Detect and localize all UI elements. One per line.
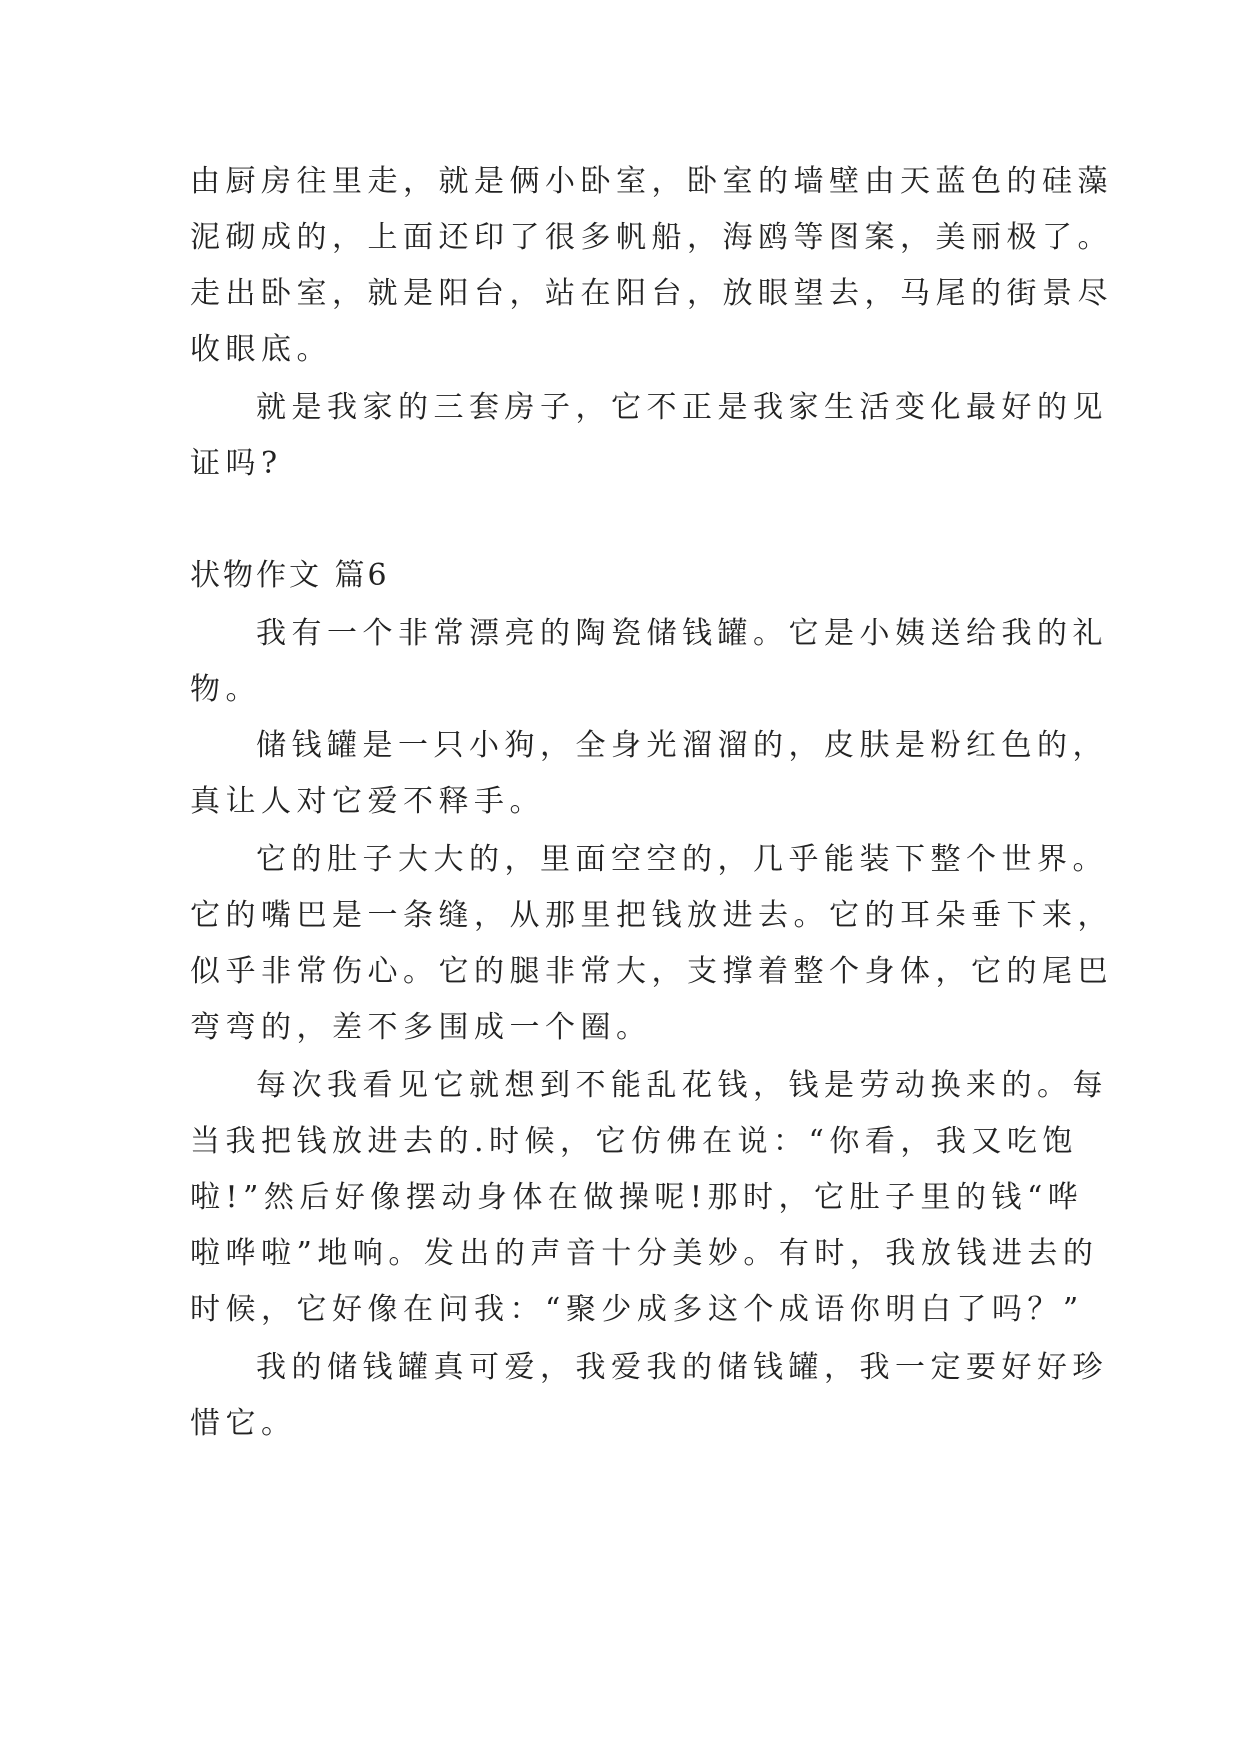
paragraph-line: 储钱罐是一只小狗，全身光溜溜的，皮肤是粉红色的， — [256, 728, 1108, 763]
paragraph-line: 证吗? — [190, 446, 283, 481]
paragraph-line: 真让人对它爱不释手。 — [190, 784, 545, 819]
paragraph-line: 我的储钱罐真可爱，我爱我的储钱罐，我一定要好好珍 — [256, 1350, 1108, 1385]
paragraph-line: 惜它。 — [190, 1406, 297, 1441]
paragraph-line: 当我把钱放进去的.时候，它仿佛在说：“你看，我又吃饱 — [190, 1124, 1078, 1159]
paragraph-line: 它的肚子大大的，里面空空的，几乎能装下整个世界。 — [256, 842, 1108, 877]
paragraph-line: 它的嘴巴是一条缝，从那里把钱放进去。它的耳朵垂下来， — [190, 898, 1113, 933]
paragraph-line: 就是我家的三套房子，它不正是我家生活变化最好的见 — [256, 390, 1108, 425]
paragraph-line: 啦哗啦”地响。发出的声音十分美妙。有时，我放钱进去的 — [190, 1236, 1099, 1271]
paragraph-line: 泥砌成的，上面还印了很多帆船，海鸥等图案，美丽极了。 — [190, 220, 1113, 255]
paragraph-line: 啦!”然后好像摆动身体在做操呢!那时，它肚子里的钱“哗 — [190, 1180, 1084, 1215]
paragraph-line: 物。 — [190, 672, 261, 707]
paragraph-line: 走出卧室，就是阳台，站在阳台，放眼望去，马尾的街景尽 — [190, 276, 1113, 311]
paragraph-line: 我有一个非常漂亮的陶瓷储钱罐。它是小姨送给我的礼 — [256, 616, 1108, 651]
paragraph-line: 弯弯的，差不多围成一个圈。 — [190, 1010, 652, 1045]
paragraph-line: 似乎非常伤心。它的腿非常大，支撑着整个身体，它的尾巴 — [190, 954, 1113, 989]
paragraph-line: 由厨房往里走，就是俩小卧室，卧室的墙壁由天蓝色的硅藻 — [190, 164, 1113, 199]
section-heading: 状物作文 篇6 — [190, 558, 390, 593]
paragraph-line: 时候，它好像在问我：“聚少成多这个成语你明白了吗？” — [190, 1292, 1084, 1327]
paragraph-line: 收眼底。 — [190, 332, 332, 367]
paragraph-line: 每次我看见它就想到不能乱花钱，钱是劳动换来的。每 — [256, 1068, 1108, 1103]
